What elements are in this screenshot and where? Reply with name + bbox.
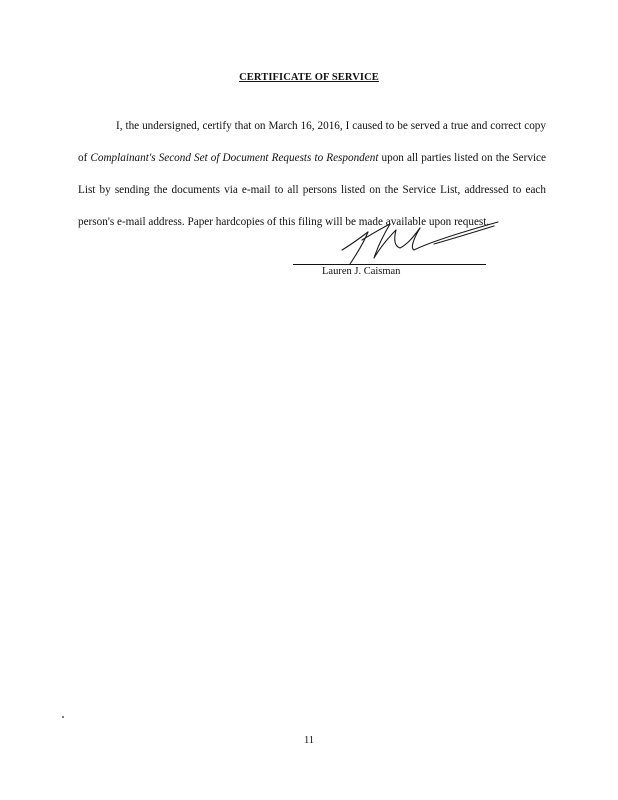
page-number: 11 bbox=[303, 735, 315, 746]
handwritten-signature bbox=[338, 214, 502, 268]
document-title: CERTIFICATE OF SERVICE bbox=[239, 72, 379, 83]
paragraph-text-part1: I, the undersigned, certify that on March 16, 2016, I caused to be served a true and correct copy of bbox=[78, 120, 546, 164]
signature-line bbox=[293, 264, 486, 265]
scan-speck bbox=[62, 716, 64, 718]
paragraph-text-part2: upon all parties listed on the Service List by sending the documents via e-mail to all persons listed on the Service List, addressed to each person's e-mail address. Paper hardcopies of this filing will be made available upon request. bbox=[78, 152, 546, 228]
signer-name: Lauren J. Caisman bbox=[322, 266, 401, 277]
document-name-italic: Complainant's Second Set of Document Requests to Respondent bbox=[90, 152, 379, 164]
